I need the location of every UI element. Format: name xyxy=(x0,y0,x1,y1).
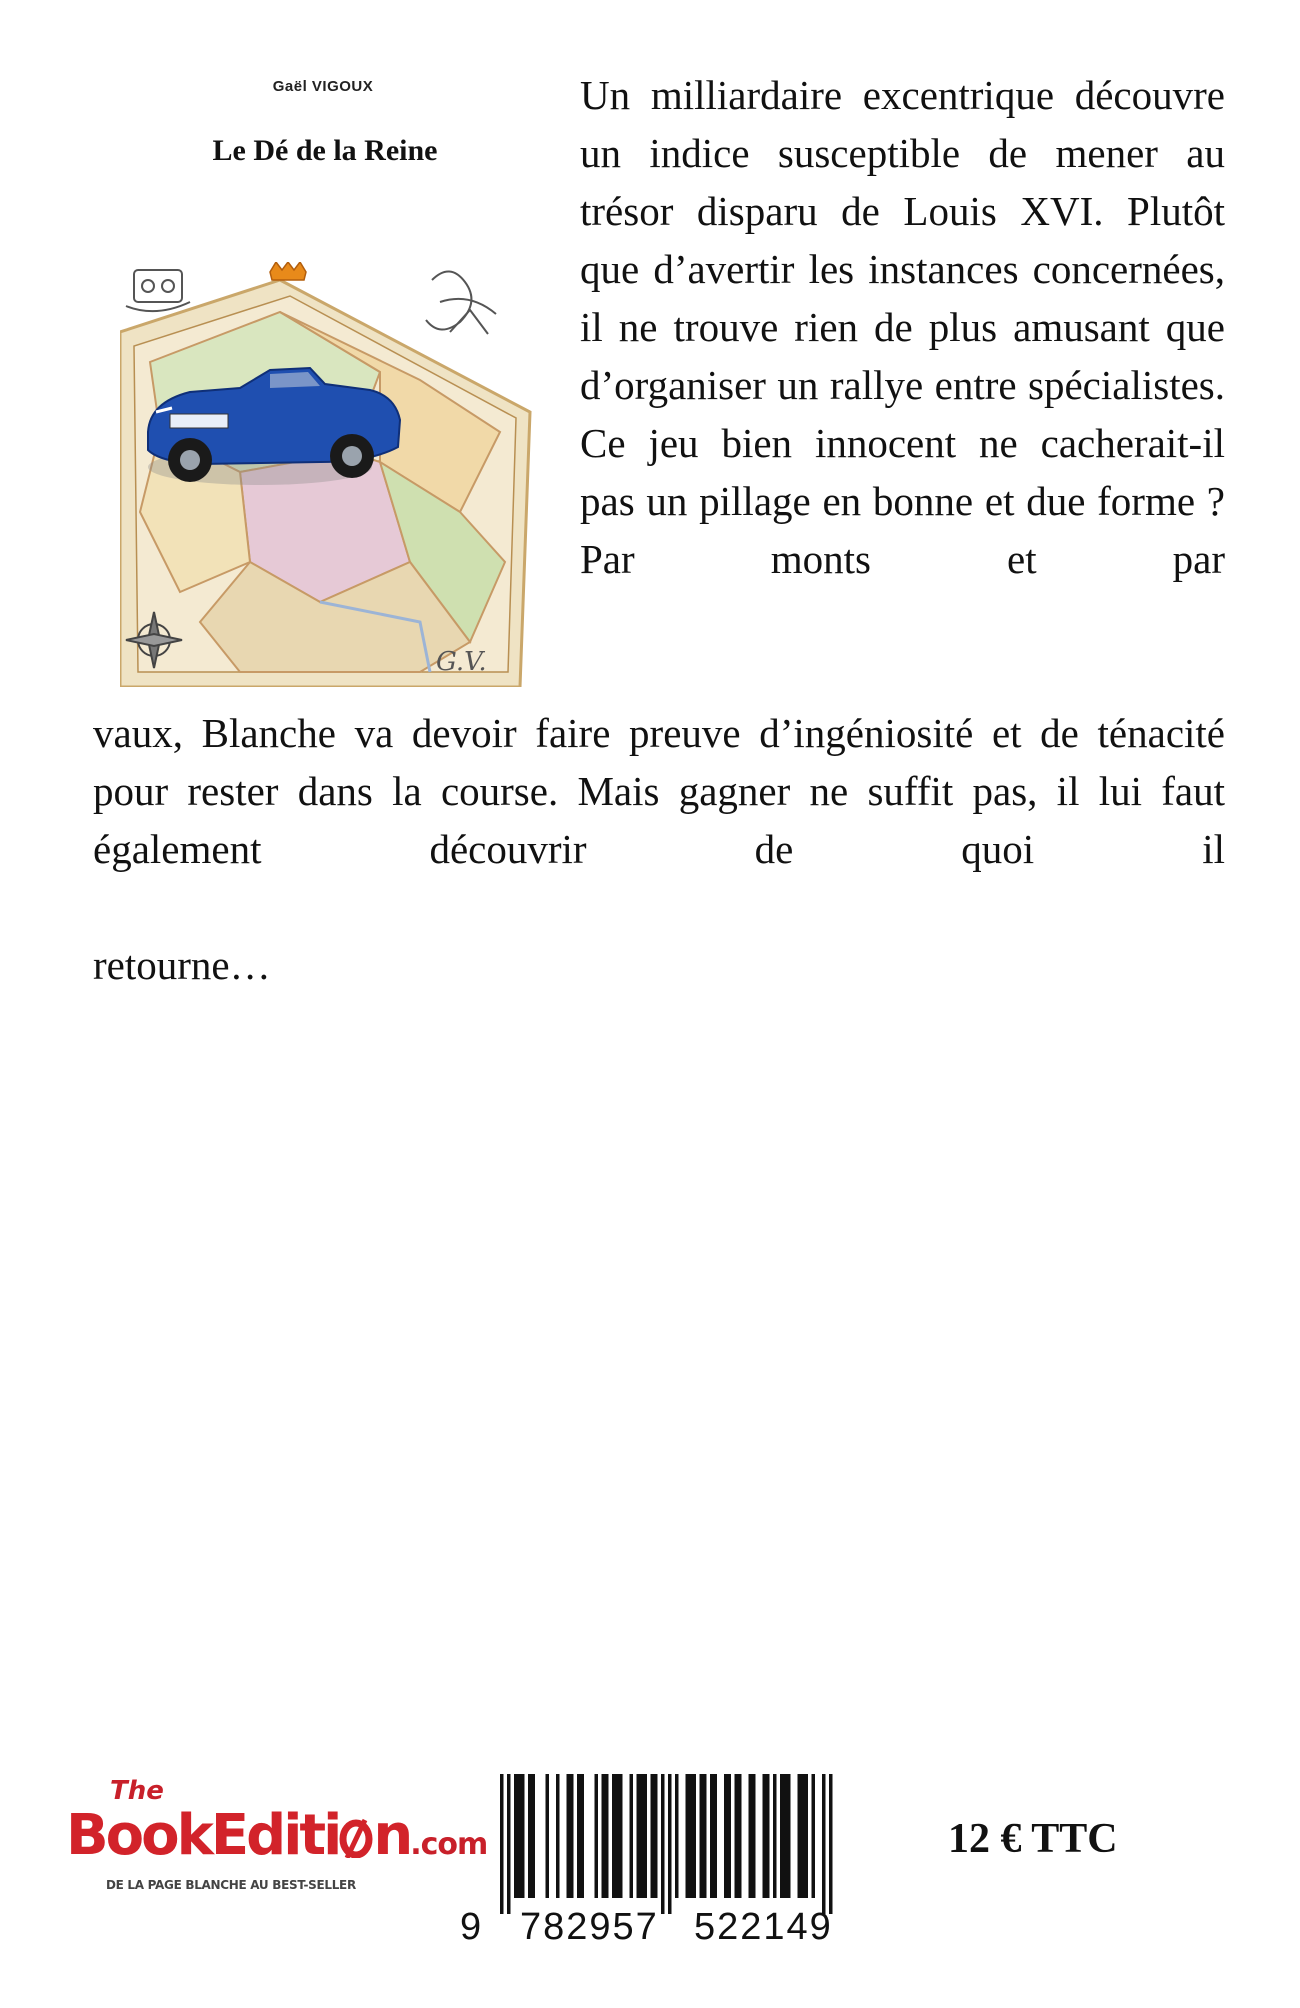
barcode-left-digits: 782957 xyxy=(520,1906,659,1948)
barcode-bar xyxy=(595,1774,599,1898)
barcode-bar xyxy=(689,1774,693,1898)
barcode-bar xyxy=(780,1774,784,1898)
blurb-column-text xyxy=(580,66,1225,646)
svg-text:G.V.: G.V. xyxy=(436,647,487,677)
barcode-bar xyxy=(784,1774,788,1898)
barcode-bars xyxy=(460,1774,890,1914)
author-name: Gaël VIGOUX xyxy=(272,78,374,95)
barcode-bar xyxy=(546,1774,550,1898)
blurb-paragraph-start: Un milliardaire excentrique découvre un indice susceptible de mener au trésor disparu de Louis XVI. Plutôt que d’avertir les instances concernées, il ne trouve rien de plus amusant que d’organiser un rallye entre spécialistes. Ce jeu bien innocent ne cacherait-il pas un pillage en bonne et due forme ? Par monts et par xyxy=(580,72,1225,582)
barcode-bar xyxy=(532,1774,536,1898)
barcode-bar xyxy=(570,1774,574,1898)
cover-illustration xyxy=(120,262,540,687)
blurb-full-width-text xyxy=(93,704,1225,994)
logo-tagline: DE LA PAGE BLANCHE AU BEST-SELLER xyxy=(106,1878,356,1892)
barcode-bar xyxy=(686,1774,690,1898)
blurb-paragraph-end: retourne… xyxy=(93,942,271,988)
barcode-bar xyxy=(822,1774,826,1914)
barcode-bar xyxy=(773,1774,777,1898)
book-title: Le Dé de la Reine xyxy=(212,134,438,167)
barcode-bar xyxy=(661,1774,665,1914)
barcode-bar xyxy=(805,1774,809,1898)
barcode-bar xyxy=(616,1774,620,1898)
barcode-bar xyxy=(735,1774,739,1898)
barcode-bar xyxy=(728,1774,732,1898)
barcode-bar xyxy=(812,1774,816,1898)
barcode-bar xyxy=(654,1774,658,1898)
barcode-bar xyxy=(521,1774,525,1898)
logo-brand: BookEditi n.com xyxy=(66,1803,488,1868)
barcode-bar xyxy=(763,1774,767,1898)
barcode-bar xyxy=(801,1774,805,1898)
barcode-bar xyxy=(787,1774,791,1898)
isbn-barcode xyxy=(460,1774,890,1954)
barcode-bar xyxy=(693,1774,697,1898)
barcode-bar xyxy=(668,1774,672,1914)
barcode-bar xyxy=(749,1774,753,1898)
price-label: 12 € TTC xyxy=(948,1816,1118,1862)
barcode-bar xyxy=(738,1774,742,1898)
barcode-bar xyxy=(829,1774,833,1914)
barcode-bar xyxy=(556,1774,560,1898)
barcode-bar xyxy=(651,1774,655,1898)
barcode-bar xyxy=(567,1774,571,1898)
barcode-bar xyxy=(630,1774,634,1898)
barcode-bar xyxy=(640,1774,644,1898)
barcode-bar xyxy=(700,1774,704,1898)
blurb-paragraph-continued: vaux, Blanche va devoir faire preuve d’ingéniosité et de ténacité pour rester dans la course. Mais gagner ne suffit pas, il lui faut également découvrir de quoi il xyxy=(93,710,1225,872)
barcode-bar xyxy=(724,1774,728,1898)
barcode-bar xyxy=(619,1774,623,1898)
barcode-bar xyxy=(710,1774,714,1898)
barcode-bar xyxy=(500,1774,504,1914)
barcode-right-digits: 522149 xyxy=(694,1906,833,1948)
barcode-bar xyxy=(528,1774,532,1898)
barcode-bar xyxy=(714,1774,718,1898)
barcode-bar xyxy=(514,1774,518,1898)
map-car-illustration xyxy=(120,262,540,687)
barcode-bar xyxy=(605,1774,609,1898)
barcode-bar xyxy=(766,1774,770,1898)
barcode-bar xyxy=(507,1774,511,1914)
barcode-bar xyxy=(644,1774,648,1898)
barcode-bar xyxy=(798,1774,802,1898)
barcode-bar xyxy=(518,1774,522,1898)
barcode-bar xyxy=(637,1774,641,1898)
barcode-bar xyxy=(577,1774,581,1898)
logo-o-icon xyxy=(339,1810,373,1852)
barcode-bar xyxy=(581,1774,585,1898)
logo-the: The xyxy=(110,1776,164,1806)
barcode-first-digit: 9 xyxy=(460,1906,482,1948)
publisher-logo xyxy=(66,1776,488,1918)
barcode-bar xyxy=(675,1774,679,1898)
barcode-bar xyxy=(752,1774,756,1898)
barcode-bar xyxy=(612,1774,616,1898)
barcode-bar xyxy=(703,1774,707,1898)
barcode-bar xyxy=(602,1774,606,1898)
